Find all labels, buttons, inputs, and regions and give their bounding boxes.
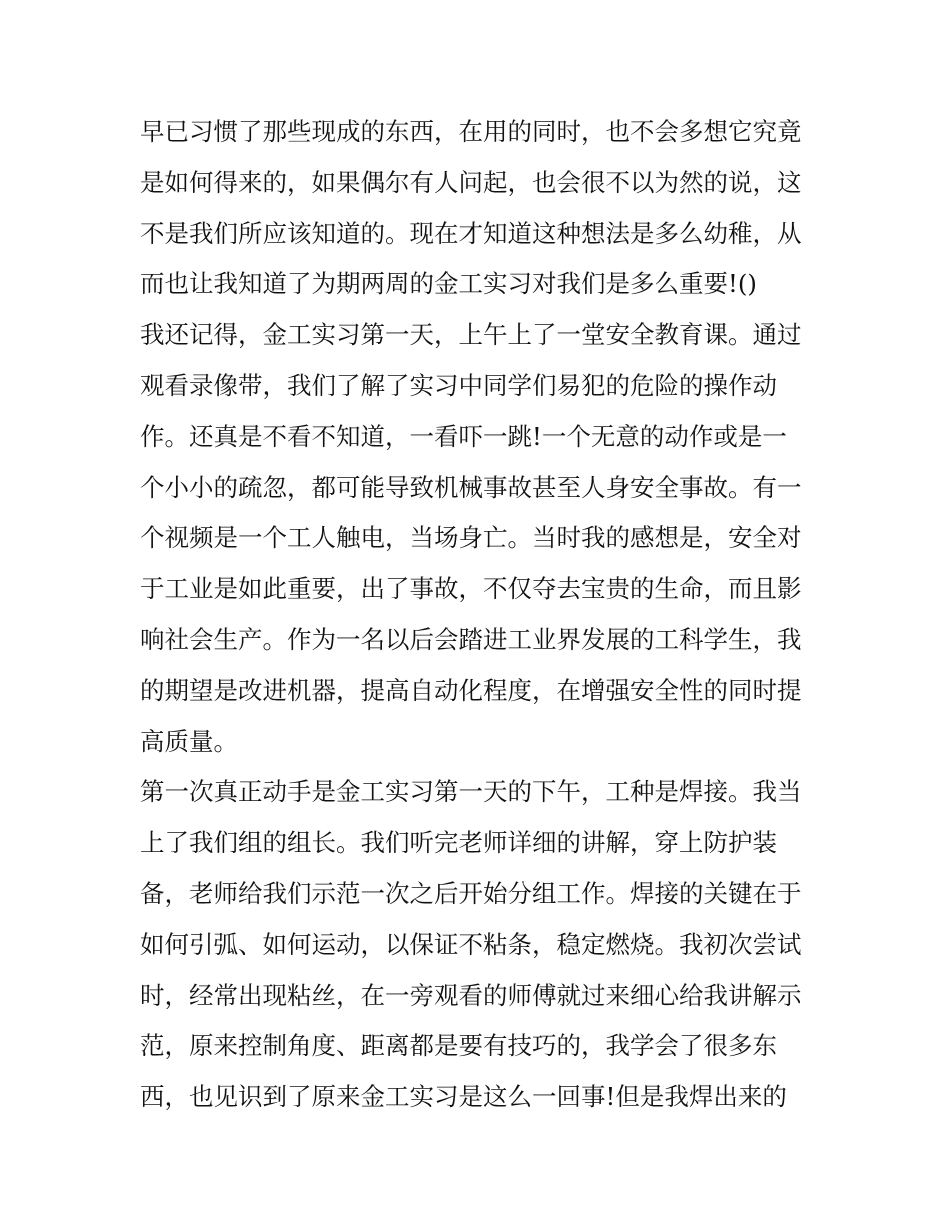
text-line: 于工业是如此重要，出了事故，不仅夺去宝贵的生命，而且影 [140,574,802,604]
text-line: 的期望是改进机器，提高自动化程度，在增强安全性的同时提 [140,675,802,705]
text-line: 范，原来控制角度、距离都是要有技巧的，我学会了很多东 [140,1031,777,1061]
text-line: 不是我们所应该知道的。现在才知道这种想法是多么幼稚，从 [140,218,802,248]
text-line: 个视频是一个工人触电，当场身亡。当时我的感想是，安全对 [140,523,802,553]
text-line: 时，经常出现粘丝，在一旁观看的师傅就过来细心给我讲解示 [140,980,802,1010]
text-line: 我还记得，金工实习第一天，上午上了一堂安全教育课。通过 [140,320,802,350]
text-line: 西，也见识到了原来金工实习是这么一回事!但是我焊出来的 [140,1082,787,1112]
text-line: 观看录像带，我们了解了实习中同学们易犯的危险的操作动 [140,370,777,400]
text-line: 如何引弧、如何运动，以保证不粘条，稳定燃烧。我初次尝试 [140,929,802,959]
text-line: 个小小的疏忽，都可能导致机械事故甚至人身安全事故。有一 [140,472,802,502]
text-line: 备，老师给我们示范一次之后开始分组工作。焊接的关键在于 [140,878,802,908]
body-text [140,107,816,1123]
text-line: 是如何得来的，如果偶尔有人问起，也会很不以为然的说，这 [140,167,802,197]
text-line: 第一次真正动手是金工实习第一天的下午，工种是焊接。我当 [140,777,802,807]
text-line: 响社会生产。作为一名以后会踏进工业界发展的工科学生，我 [140,624,802,654]
text-line: 早已习惯了那些现成的东西，在用的同时，也不会多想它究竟 [140,117,802,146]
text-line: 而也让我知道了为期两周的金工实习对我们是多么重要!() [140,269,757,299]
text-line: 作。还真是不看不知道，一看吓一跳!一个无意的动作或是一 [140,421,787,451]
text-line: 上了我们组的组长。我们听完老师详细的讲解，穿上防护装 [140,828,777,858]
text-line: 高质量。 [140,726,238,756]
